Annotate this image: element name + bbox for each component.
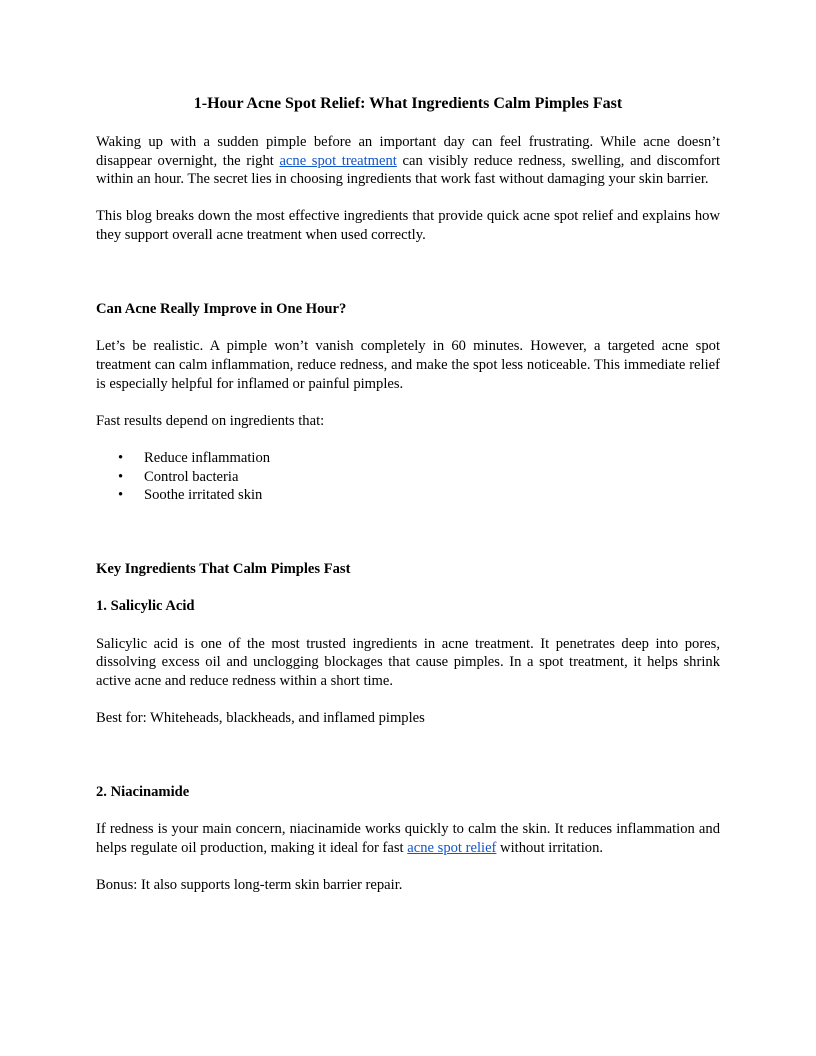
bullet-icon: • (118, 468, 124, 485)
niacinamide-text-before-link: If redness is your main concern, niacinamide works quickly to calm the skin. It reduces inflammation and helps regulate oil production, making it ideal for fast (96, 821, 720, 856)
list-item (96, 449, 720, 468)
page-title: 1-Hour Acne Spot Relief: What Ingredients Calm Pimples Fast (193, 95, 623, 112)
list-item (96, 468, 720, 487)
bullet-icon: • (118, 487, 124, 504)
list-item-text: Soothe irritated skin (144, 487, 263, 504)
subheading-salicylic-acid: 1. Salicylic Acid (96, 598, 195, 615)
section-heading-one-hour: Can Acne Really Improve in One Hour? (96, 301, 347, 318)
ingredient-benefits-list (96, 449, 720, 505)
spacer (96, 523, 720, 560)
section-heading-key-ingredients: Key Ingredients That Calm Pimples Fast (96, 561, 351, 578)
niacinamide-bonus: Bonus: It also supports long-term skin barrier repair. (96, 877, 403, 894)
intro-text-after-link: can visibly reduce redness, swelling, and discomfort within an hour. The secret lies in choosing ingredients that work fast without damaging your skin barrier. (96, 152, 721, 188)
list-item-text: Reduce inflammation (144, 449, 271, 466)
section1-paragraph-1: Let’s be realistic. A pimple won’t vanish completely in 60 minutes. However, a targeted acne spot treatment can calm inflammation, reduce redness, and make the spot less noticeable. This immediate relief is especially helpful for inflamed or painful pimples. (96, 338, 720, 392)
document-page (96, 94, 720, 913)
acne-spot-treatment-link[interactable]: acne spot treatment (279, 152, 397, 169)
niacinamide-text-after-link: without irritation. (496, 840, 604, 856)
salicylic-acid-best-for: Best for: Whiteheads, blackheads, and inflamed pimples (96, 710, 425, 727)
spacer (96, 746, 720, 783)
section1-paragraph-2: Fast results depend on ingredients that: (96, 412, 325, 429)
list-item (96, 486, 720, 505)
acne-spot-relief-link[interactable]: acne spot relief (407, 840, 497, 856)
intro-paragraph-1 (96, 133, 720, 189)
niacinamide-paragraph (96, 820, 720, 857)
intro-text-before-link: Waking up with a sudden pimple before an important day can feel frustrating. While acne doesn’t disappear overnight, the right (96, 134, 720, 169)
subheading-niacinamide: 2. Niacinamide (96, 784, 190, 801)
salicylic-acid-paragraph: Salicylic acid is one of the most trusted ingredients in acne treatment. It penetrates deep into pores, dissolving excess oil and unclogging blockages that cause pimples. In a spot treatment, it helps shrink active acne and reduce redness within a short time. (96, 635, 720, 689)
spacer (96, 263, 720, 300)
intro-paragraph-2: This blog breaks down the most effective ingredients that provide quick acne spot relief and explains how they support overall acne treatment when used correctly. (96, 208, 720, 243)
bullet-icon: • (118, 449, 124, 466)
list-item-text: Control bacteria (144, 468, 239, 485)
